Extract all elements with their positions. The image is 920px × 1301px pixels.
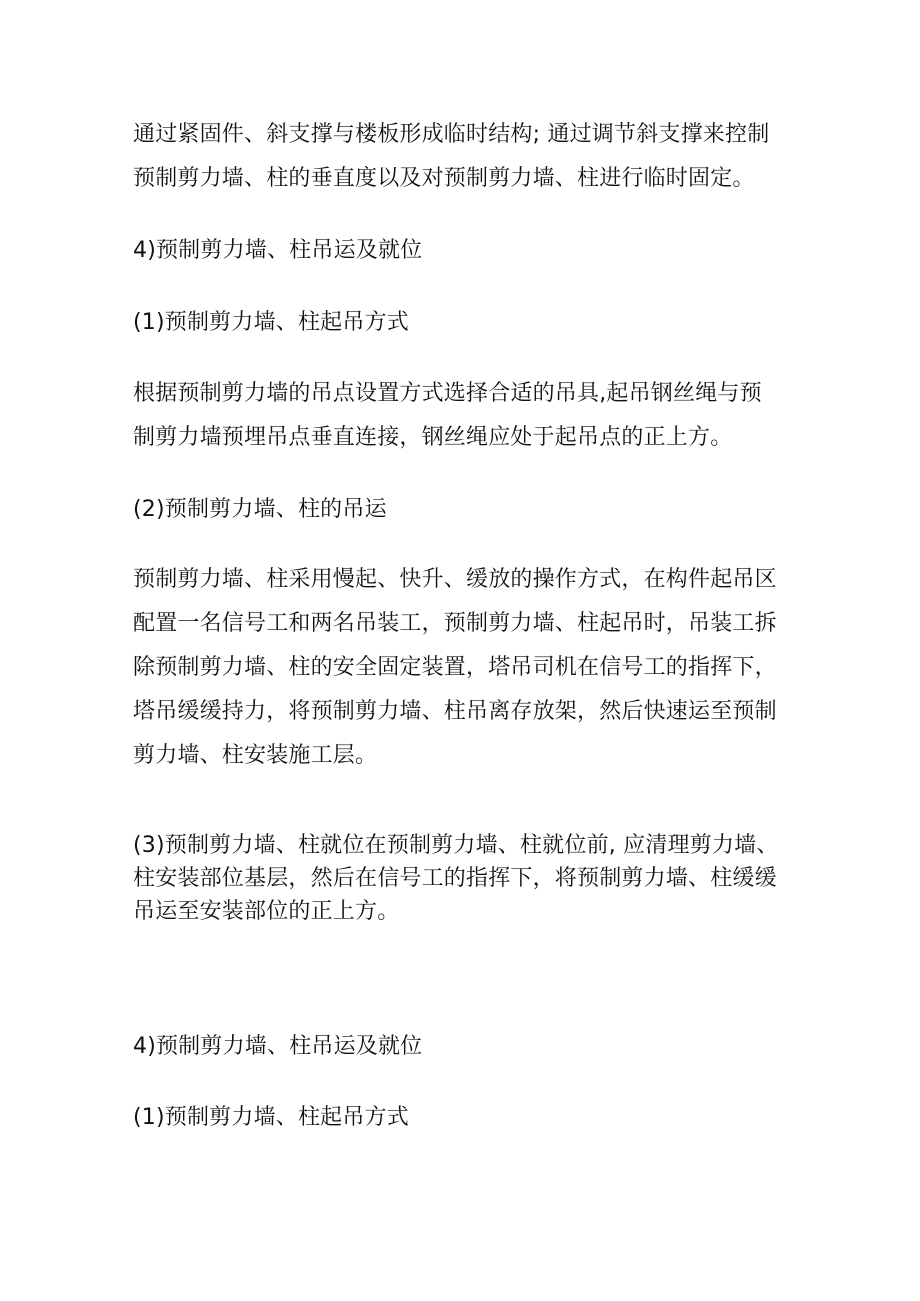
subheading-lifting-method-repeat	[133, 1096, 813, 1140]
text-line: 柱安装部位基层，然后在信号工的指挥下，将预制剪力墙、柱缓缓	[133, 866, 777, 891]
paragraph-temporary-structure	[133, 113, 813, 201]
paragraph-positioning	[133, 829, 813, 928]
text-line: 根据预制剪力墙的吊点设置方式选择合适的吊具,起吊钢丝绳与预	[133, 381, 762, 406]
paragraph-lifting-gear	[133, 372, 813, 460]
heading-text: (2)预制剪力墙、柱的吊运	[133, 497, 387, 522]
subheading-lifting-method	[133, 301, 813, 345]
text-line: 预制剪力墙、柱采用慢起、快升、缓放的操作方式，在构件起吊区	[133, 567, 777, 592]
paragraph-hoisting-operation	[133, 558, 813, 778]
text-line: 预制剪力墙、柱的垂直度以及对预制剪力墙、柱进行临时固定。	[133, 166, 755, 191]
text-line: 除预制剪力墙、柱的安全固定装置，塔吊司机在信号工的指挥下，	[133, 655, 777, 680]
text-line: 剪力墙、柱安装施工层。	[133, 743, 378, 768]
heading-text: 4)预制剪力墙、柱吊运及就位	[133, 1034, 423, 1059]
text-line: 塔吊缓缓持力，将预制剪力墙、柱吊离存放架，然后快速运至预制	[133, 699, 777, 724]
heading-text: (1)预制剪力墙、柱起吊方式	[133, 310, 409, 335]
text-line: 配置一名信号工和两名吊装工，预制剪力墙、柱起吊时，吊装工拆	[133, 611, 777, 636]
text-line: 吊运至安装部位的正上方。	[133, 899, 400, 924]
heading-text: 4)预制剪力墙、柱吊运及就位	[133, 238, 423, 263]
section-heading-lifting	[133, 229, 813, 273]
section-heading-lifting-repeat	[133, 1025, 813, 1069]
text-line: 通过紧固件、斜支撑与楼板形成临时结构; 通过调节斜支撑来控制	[133, 122, 770, 147]
subheading-hoisting	[133, 488, 813, 532]
text-line: (3)预制剪力墙、柱就位在预制剪力墙、柱就位前, 应清理剪力墙、	[133, 833, 779, 858]
text-line: 制剪力墙预埋吊点垂直连接，钢丝绳应处于起吊点的正上方。	[133, 425, 733, 450]
heading-text: (1)预制剪力墙、柱起吊方式	[133, 1105, 409, 1130]
